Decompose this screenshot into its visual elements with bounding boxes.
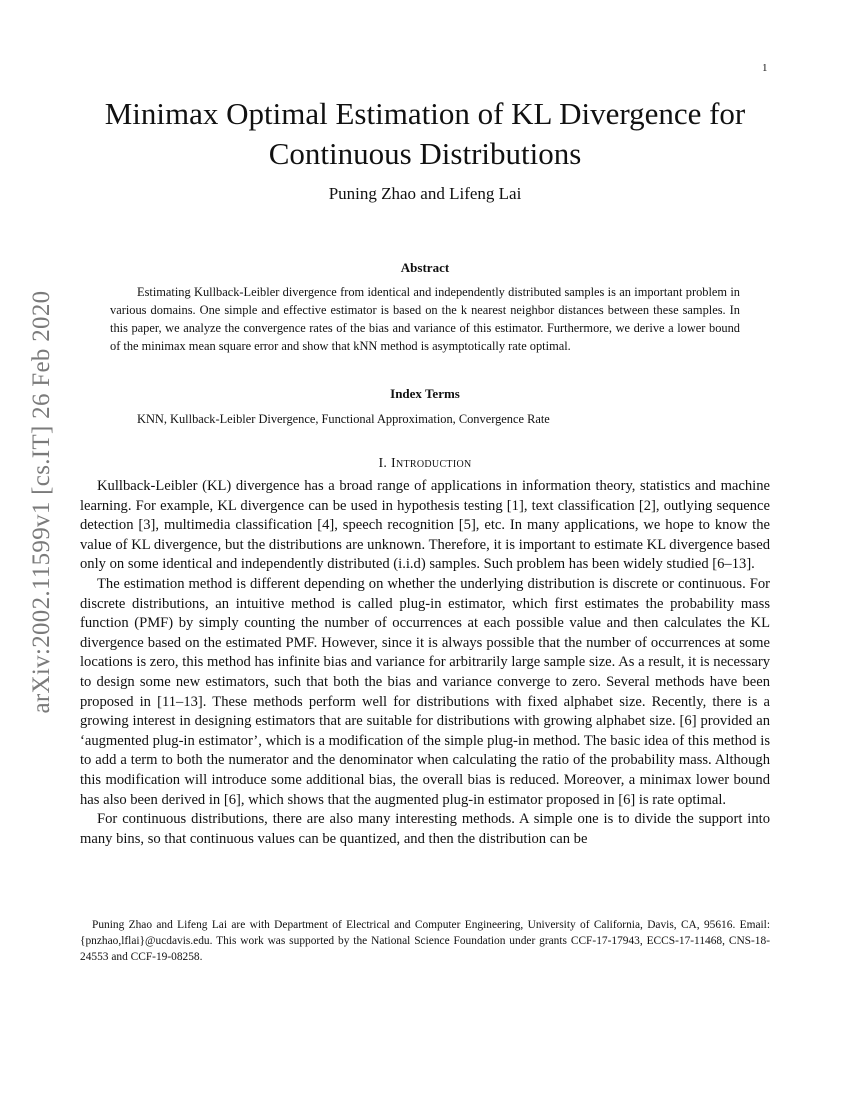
paragraph: For continuous distributions, there are also many interesting methods. A simple one is to divide the support into many bins, so that continuous values can be quantized, and then the distribution can be	[80, 811, 770, 847]
abstract-heading: Abstract	[400, 260, 450, 275]
arxiv-stamp	[24, 292, 60, 712]
arxiv-stamp-text: arXiv:2002.11599v1 [cs.IT] 26 Feb 2020	[28, 290, 55, 714]
index-terms-heading: Index Terms	[390, 386, 460, 401]
index-terms-text: KNN, Kullback-Leibler Divergence, Functional Approximation, Convergence Rate	[137, 412, 550, 426]
section-heading: I. Introduction	[378, 456, 472, 471]
footnote: Puning Zhao and Lifeng Lai are with Department of Electrical and Computer Engineering, University of California, Davis, CA, 95616. Email: {pnzhao,lflai}@ucdavis.edu. This work was supported by the National Science Foundation under grants CCF-17-17943, ECCS-17-11468, CNS-18-24553 and CCF-19-08258.	[80, 919, 770, 963]
section-body	[80, 477, 770, 849]
paper-title: Minimax Optimal Estimation of KL Divergence for Continuous Distributions	[104, 96, 746, 171]
page-number: 1	[762, 62, 768, 74]
paragraph: The estimation method is different depending on whether the underlying distribution is discrete or continuous. For discrete distributions, an intuitive method is called plug-in estimator, which first estimates the probability mass function (PMF) by simply counting the number of occurrences at each possible value and then calculates the KL divergence based on the estimated PMF. However, since it is always possible that the number of occurrences at some locations is zero, this method has infinite bias and variance for arbitrarily large sample size. As a result, it is necessary to design some new estimators, such that both the bias and variance converge to zero. Several methods have been proposed in [11–13]. These methods perform well for distributions with fixed alphabet size. Recently, there is a growing interest in designing estimators that are suitable for distributions with growing alphabet size. [6] provided an ‘augmented plug-in estimator’, which is a modification of the simple plug-in method. The basic idea of this method is to add a term to both the numerator and the denominator when calculating the ratio of the probability mass. Although this modification will introduce some additional bias, the overall bias is reduced. Moreover, a minimax lower bound has also been derived in [6], which shows that the augmented plug-in estimator proposed in [6] is rate optimal.	[80, 575, 770, 808]
abstract-text: Estimating Kullback-Leibler divergence from identical and independently distributed samples is an important problem in various domains. One simple and effective estimator is based on the k nearest neighbor distances between these samples. In this paper, we analyze the convergence rates of the bias and variance of this estimator. Furthermore, we derive a lower bound of the minimax mean square error and show that kNN method is asymptotically rate optimal.	[110, 285, 740, 353]
authors: Puning Zhao and Lifeng Lai	[328, 184, 522, 203]
paragraph: Kullback-Leibler (KL) divergence has a broad range of applications in information theory, statistics and machine learning. For example, KL divergence can be used in hypothesis testing [1], text classification [2], outlying sequence detection [3], multimedia classification [4], speech recognition [5], etc. In many applications, we hope to know the value of KL divergence, but the distributions are unknown. Therefore, it is important to estimate KL divergence based only on some identical and independently distributed (i.i.d) samples. Such problem has been widely studied [6–13].	[80, 478, 770, 573]
